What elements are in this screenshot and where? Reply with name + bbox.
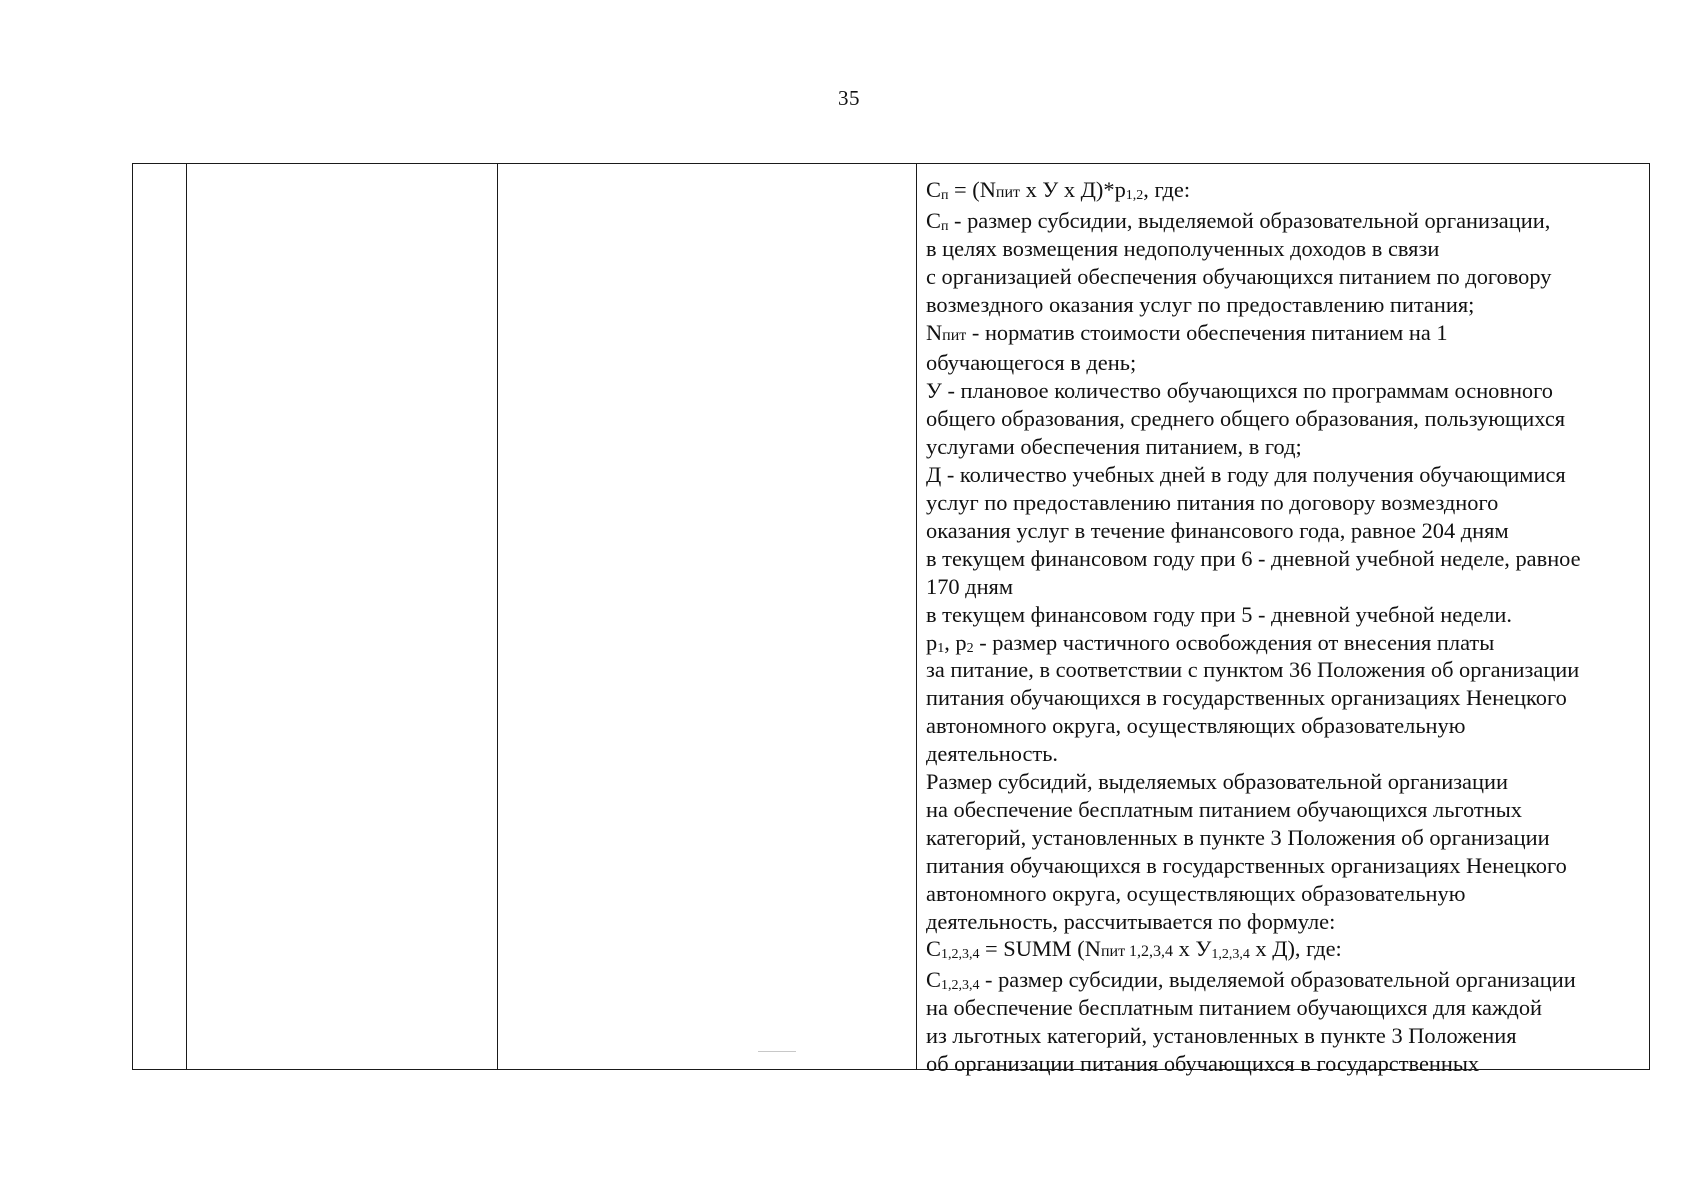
column-divider-1 [186, 164, 187, 1069]
text-line: оказания услуг в течение финансового года, равное 204 дням [926, 517, 1509, 543]
text-line: в целях возмещения недополученных доходов в связи [926, 235, 1440, 261]
column-divider-3 [916, 164, 917, 1069]
text-line: в текущем финансовом году при 5 - дневной учебной недели. [926, 601, 1512, 627]
text-line: автономного округа, осуществляющих образовательную [926, 713, 1466, 739]
scan-mark [758, 1051, 796, 1052]
text-line: услугами обеспечения питанием, в год; [926, 434, 1302, 460]
text-line: в текущем финансовом году при 6 - дневной учебной неделе, равное [926, 545, 1581, 571]
text-line: обучающегося в день; [926, 350, 1137, 376]
text-line: за питание, в соответствии с пунктом 36 Положения об организации [926, 657, 1580, 683]
text-line: деятельность, рассчитывается по формуле: [926, 908, 1336, 934]
text-line: деятельность. [926, 741, 1059, 767]
text-line: автономного округа, осуществляющих образовательную [926, 880, 1466, 906]
formula-c1234: С1,2,3,4 = SUMM (Nпит 1,2,3,4 х У1,2,3,4 х Д), где: [926, 936, 1342, 963]
definition-p: р1, р2 - размер частичного освобождения от внесения платы [926, 629, 1495, 656]
formula-description-cell [926, 176, 1646, 1078]
text-line: на обеспечение бесплатным питанием обучающихся льготных [926, 796, 1522, 822]
text-line: услуг по предоставлению питания по договору возмездного [926, 489, 1499, 515]
page-number: 35 [838, 86, 860, 110]
definition-c1234: С1,2,3,4 - размер субсидии, выделяемой образовательной организации [926, 967, 1576, 994]
subsidy-paragraph: Размер субсидий, выделяемых образовательной организации [926, 769, 1508, 795]
text-line: с организацией обеспечения обучающихся питанием по договору [926, 263, 1552, 289]
text-line: категорий, установленных в пункте 3 Положения об организации [926, 824, 1550, 850]
definition-d: Д - количество учебных дней в году для получения обучающимися [926, 462, 1566, 488]
formula-cp: Сп = (Nпит х У х Д)*р1,2, где: [926, 177, 1191, 203]
definition-cp: Сп - размер субсидии, выделяемой образовательной организации, [926, 207, 1551, 234]
text-line: из льготных категорий, установленных в пункте 3 Положения [926, 1023, 1517, 1049]
text-line: питания обучающихся в государственных организациях Ненецкого [926, 685, 1567, 711]
column-divider-2 [497, 164, 498, 1069]
text-line: общего образования, среднего общего образования, пользующихся [926, 406, 1566, 432]
text-line: питания обучающихся в государственных организациях Ненецкого [926, 852, 1567, 878]
definition-u: У - плановое количество обучающихся по программам основного [926, 378, 1553, 404]
definition-npit: Nпит - норматив стоимости обеспечения питанием на 1 [926, 319, 1448, 345]
text-line: об организации питания обучающихся в государственных [926, 1051, 1480, 1077]
continuation-table [132, 163, 1650, 1077]
text-line: возмездного оказания услуг по предоставлению питания; [926, 291, 1475, 317]
text-line: на обеспечение бесплатным питанием обучающихся для каждой [926, 995, 1543, 1021]
text-line: 170 дням [926, 573, 1014, 599]
